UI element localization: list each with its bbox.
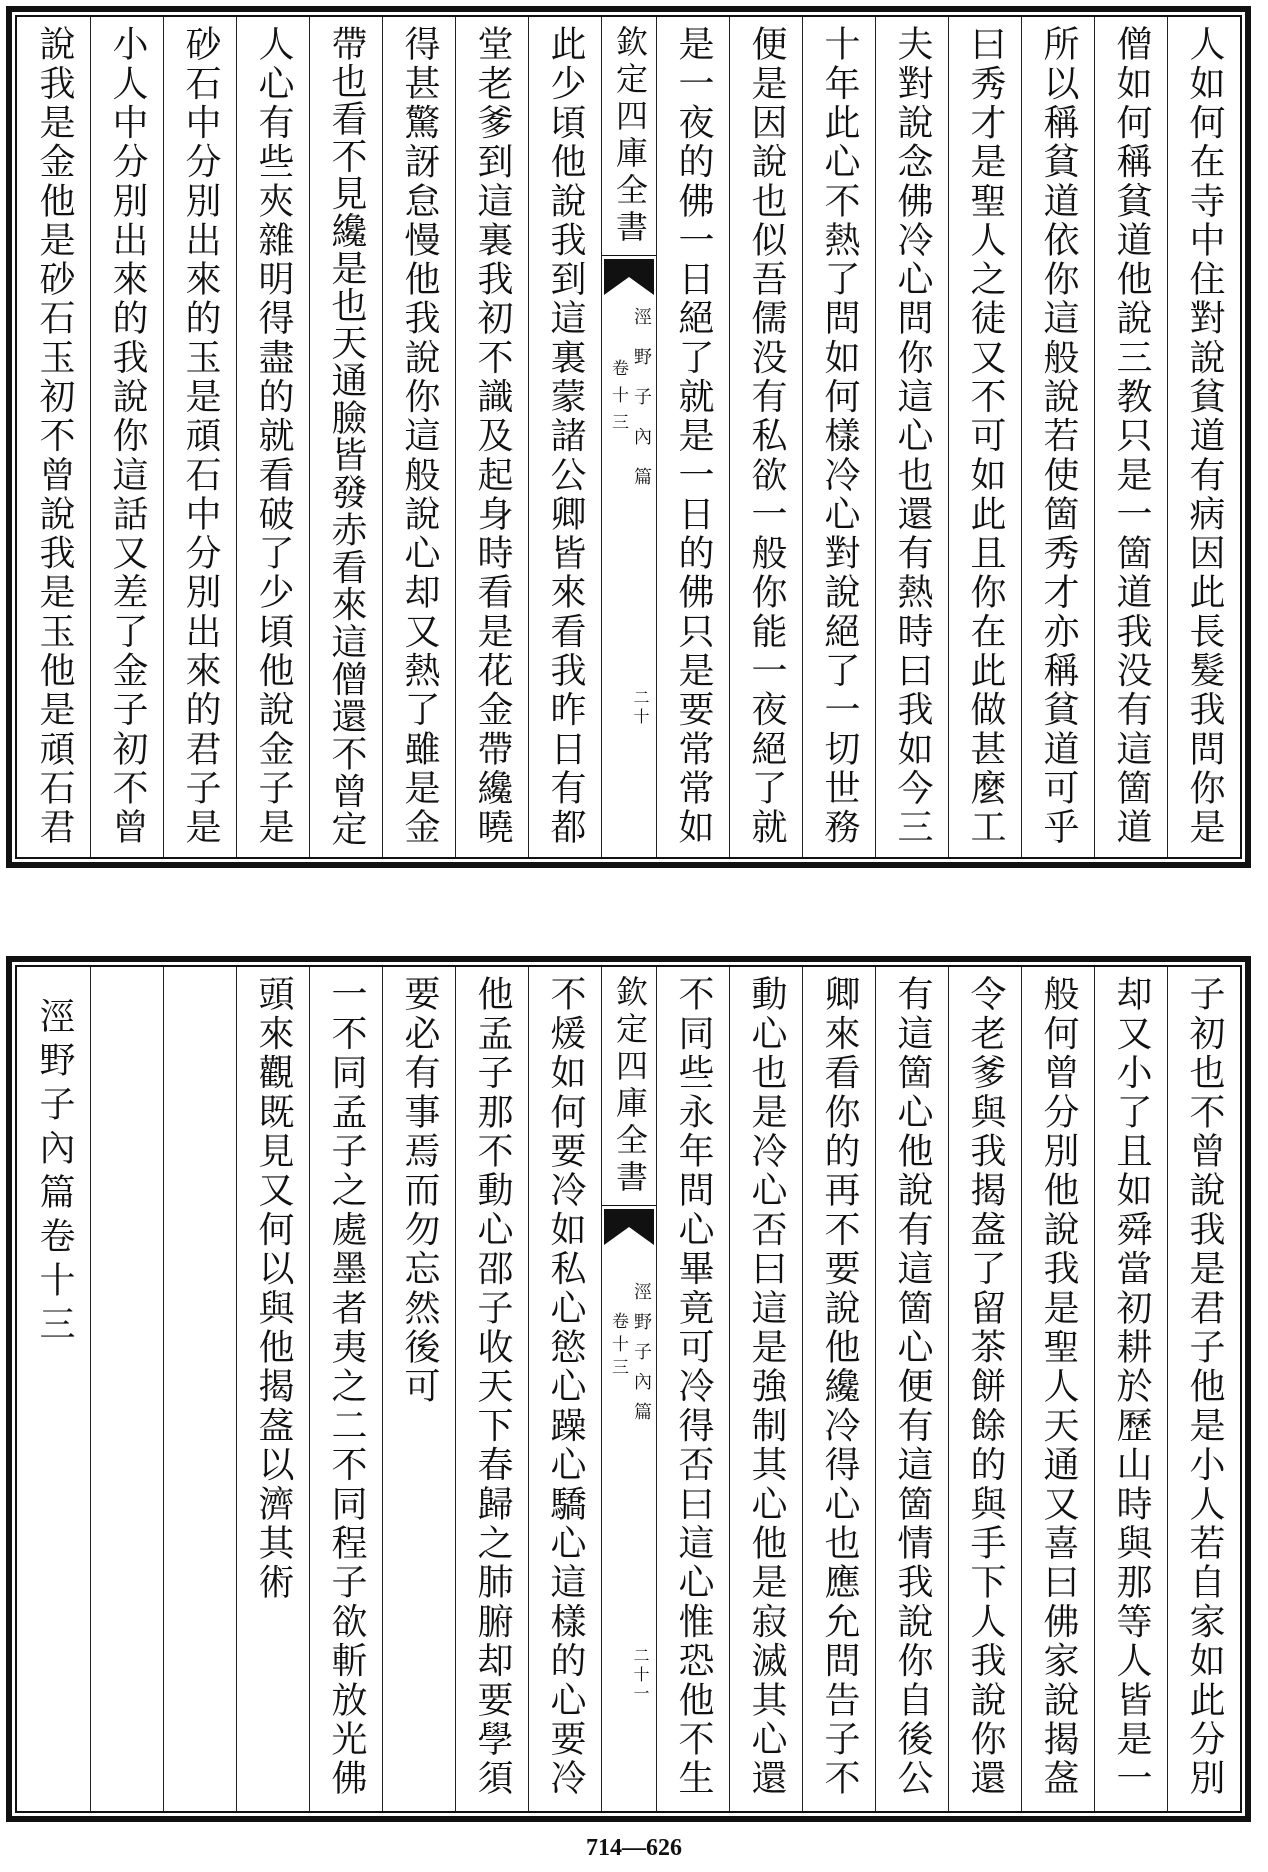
page-frame	[15, 965, 1242, 1813]
column-text: 卿來看你的再不要說他纔冷得心也應允問告子不	[819, 975, 860, 1799]
gutter-work-title: 涇野子內篇	[631, 307, 652, 507]
column-text: 所以稱貧道依你這般說若使箇秀才亦稱貧道可乎	[1038, 25, 1079, 847]
column-text: 不煖如何要冷如私心慾心躁心驕心這樣的心要冷	[545, 975, 586, 1799]
text-column	[163, 17, 236, 857]
text-column	[236, 17, 309, 857]
column-text: 僧如何稱貧道他說三教只是一箇道我没有這箇道	[1111, 25, 1152, 847]
column-text: 是一夜的佛一日絕了就是一日的佛只是要常常如	[673, 25, 714, 847]
text-column	[729, 967, 802, 1811]
text-column	[948, 17, 1021, 857]
lower-page-panel	[6, 956, 1251, 1822]
text-column	[17, 17, 90, 857]
column-text: 人心有些夾雜明得盡的就看破了少頃他說金子是	[253, 25, 294, 847]
column-text: 不同些永年問心畢竟可冷得否曰這心惟恐他不生	[673, 975, 714, 1799]
gutter-volume-label: 卷十三	[608, 1312, 628, 1381]
text-column	[455, 967, 528, 1811]
text-column	[528, 17, 601, 857]
blank-column	[163, 967, 236, 1811]
text-column	[309, 967, 382, 1811]
gutter-page-number: 二十一	[631, 1647, 650, 1704]
text-column	[382, 967, 455, 1811]
text-column	[1094, 967, 1167, 1811]
column-text: 動心也是冷心否曰這是強制其心他是寂滅其心還	[746, 975, 787, 1799]
column-text: 得甚驚訝怠慢他我說你這般說心却又熱了雖是金	[399, 25, 440, 847]
text-column	[528, 967, 601, 1811]
center-gutter	[601, 967, 656, 1811]
text-column	[875, 967, 948, 1811]
column-text: 曰秀才是聖人之徒又不可如此且你在此做甚麼工	[965, 25, 1006, 847]
column-text: 子初也不曾說我是君子他是小人若自家如此分別	[1184, 975, 1225, 1799]
text-column	[802, 17, 875, 857]
column-text: 夫對說念佛冷心問你這心也還有熱時曰我如今三	[892, 25, 933, 847]
column-text: 却又小了且如舜當初耕於歷山時與那等人皆是一	[1111, 975, 1152, 1799]
gutter-collection-title: 欽定四庫全書	[611, 975, 649, 1197]
text-column	[875, 17, 948, 857]
text-column	[236, 967, 309, 1811]
page-frame	[15, 15, 1242, 859]
column-text: 一不同孟子之處墨者夷之二不同程子欲斬放光佛	[326, 975, 367, 1799]
column-text: 頭來觀既見又何以與他揭盋以濟其術	[253, 975, 294, 1603]
page-footer-number: 714—626	[586, 1835, 682, 1861]
column-text: 帶也看不見纔是也天通臉皆發赤看來這僧還不曾定	[326, 25, 367, 847]
upper-page-panel	[6, 6, 1251, 868]
column-text: 砂石中分別出來的玉是頑石中分別出來的君子是	[180, 25, 221, 847]
gutter-page-number: 二十	[631, 689, 650, 727]
text-column	[1021, 967, 1094, 1811]
text-column	[309, 17, 382, 857]
column-text: 他孟子那不動心邵子收天下春歸之肺腑却要學須	[472, 975, 513, 1799]
gutter-collection-title: 欽定四庫全書	[611, 25, 649, 247]
column-text: 便是因說也似吾儒没有私欲一般你能一夜絕了就	[746, 25, 787, 847]
end-title: 涇野子內篇卷十三	[34, 997, 75, 1349]
column-text: 要必有事焉而勿忘然後可	[399, 975, 440, 1407]
gutter-volume-label: 卷十三	[608, 359, 628, 440]
column-text: 般何曾分別他說我是聖人天通又喜曰佛家說揭盋	[1038, 975, 1079, 1799]
column-text: 有這箇心他說有這箇心便有這箇情我說你自後公	[892, 975, 933, 1799]
text-column	[656, 17, 729, 857]
column-text: 說我是金他是砂石玉初不曾說我是玉他是頑石君	[34, 25, 75, 847]
column-text: 堂老爹到這裏我初不識及起身時看是花金帶纔曉	[472, 25, 513, 847]
text-column	[802, 967, 875, 1811]
text-column	[382, 17, 455, 857]
text-column	[1094, 17, 1167, 857]
gutter-divider	[602, 255, 656, 256]
center-gutter	[601, 17, 656, 857]
column-text: 十年此心不熱了問如何樣冷心對說絕了一切世務	[819, 25, 860, 847]
column-text: 令老爹與我揭盋了留茶餅餘的與手下人我說你還	[965, 975, 1006, 1799]
end-title-column	[17, 967, 90, 1811]
text-column	[948, 967, 1021, 1811]
text-column	[1021, 17, 1094, 857]
fishtail-mark-icon	[604, 1209, 654, 1245]
blank-column	[90, 967, 163, 1811]
gutter-divider	[602, 1205, 656, 1206]
column-text: 小人中分別出來的我說你這話又差了金子初不曾	[107, 25, 148, 847]
column-text: 此少頃他說我到這裏蒙諸公卿皆來看我昨日有都	[545, 25, 586, 847]
text-column	[1167, 967, 1240, 1811]
text-column	[656, 967, 729, 1811]
text-column	[1167, 17, 1240, 857]
text-column	[729, 17, 802, 857]
text-column	[90, 17, 163, 857]
column-text: 人如何在寺中住對說貧道有病因此長髮我問你是	[1184, 25, 1225, 847]
fishtail-mark-icon	[604, 259, 654, 295]
gutter-work-title: 涇野子內篇	[631, 1282, 652, 1432]
text-column	[455, 17, 528, 857]
